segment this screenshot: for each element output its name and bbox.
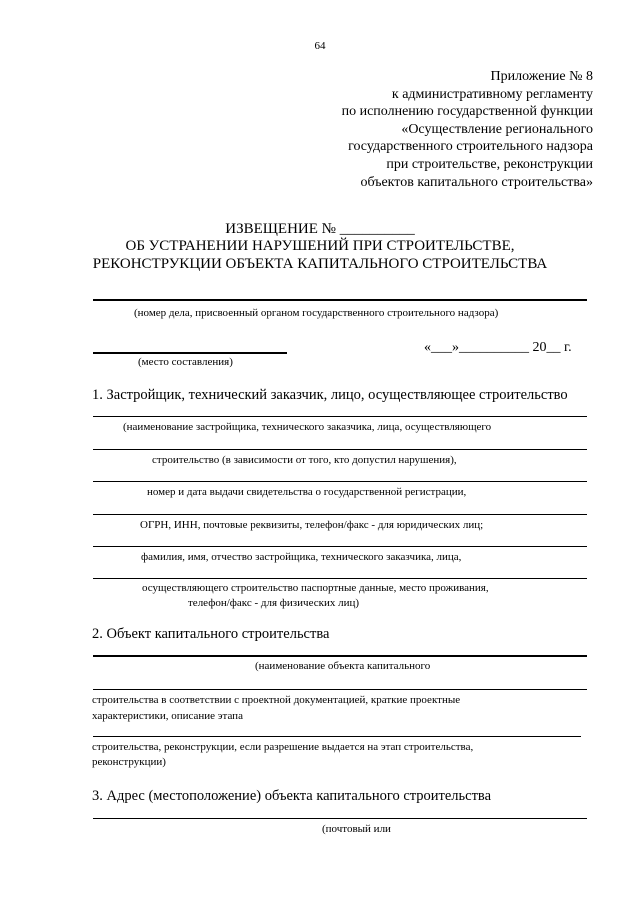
appendix-line: при строительстве, реконструкции — [386, 156, 593, 172]
document-subtitle: РЕКОНСТРУКЦИИ ОБЪЕКТА КАПИТАЛЬНОГО СТРОИТЕЛЬСТВА — [92, 256, 548, 272]
document-subtitle: ОБ УСТРАНЕНИИ НАРУШЕНИЙ ПРИ СТРОИТЕЛЬСТВЕ, — [125, 238, 515, 254]
place-caption: (место составления) — [138, 356, 233, 368]
fill-line — [93, 655, 587, 657]
appendix-line: по исполнению государственной функции — [341, 104, 593, 120]
section-2-text: характеристики, описание этапа — [92, 710, 243, 722]
section-1-caption: фамилия, имя, отчество застройщика, технического заказчика, лица, — [141, 551, 462, 563]
fill-line — [93, 736, 581, 737]
appendix-line: Приложение № 8 — [490, 69, 593, 84]
fill-line — [93, 449, 587, 450]
section-2-caption: (наименование объекта капитального — [255, 660, 431, 672]
fill-line — [93, 689, 587, 690]
section-3-heading: 3. Адрес (местоположение) объекта капитального строительства — [92, 788, 492, 804]
fill-line — [93, 514, 587, 515]
appendix-line: к административному регламенту — [391, 86, 593, 102]
appendix-line: государственного строительного надзора — [348, 139, 593, 155]
place-line — [93, 352, 287, 354]
section-1-heading: 1. Застройщик, технический заказчик, лицо, осуществляющее строительство — [92, 387, 568, 403]
appendix-line: «Осуществление регионального — [401, 121, 593, 137]
fill-line — [93, 546, 587, 547]
section-1-caption: (наименование застройщика, технического заказчика, лица, осуществляющего — [123, 421, 492, 433]
section-1-caption: осуществляющего строительство паспортные данные, место проживания, — [142, 582, 489, 594]
section-1-caption: телефон/факс - для физических лиц) — [188, 597, 360, 609]
appendix-line: объектов капитального строительства» — [360, 174, 593, 190]
section-1-caption: ОГРН, ИНН, почтовые реквизиты, телефон/факс - для юридических лиц; — [140, 519, 484, 531]
fill-line — [93, 818, 587, 819]
section-1-caption: номер и дата выдачи свидетельства о государственной регистрации, — [147, 486, 467, 498]
fill-line — [93, 416, 587, 417]
case-number-line — [93, 299, 587, 301]
document-title: ИЗВЕЩЕНИЕ № __________ — [225, 221, 415, 237]
section-2-heading: 2. Объект капитального строительства — [92, 626, 330, 642]
date-field: «___»__________ 20__ г. — [424, 340, 572, 355]
page-number: 64 — [314, 40, 326, 52]
section-2-text: строительства в соответствии с проектной документацией, краткие проектные — [92, 694, 461, 706]
appendix-block — [233, 68, 593, 191]
section-3-caption: (почтовый или — [322, 823, 391, 835]
case-number-caption: (номер дела, присвоенный органом государственного строительного надзора) — [134, 307, 499, 319]
section-1-caption: строительство (в зависимости от того, кто допустил нарушения), — [152, 454, 457, 466]
fill-line — [93, 481, 587, 482]
section-2-text: реконструкции) — [92, 756, 166, 768]
section-2-text: строительства, реконструкции, если разрешение выдается на этап строительства, — [92, 741, 474, 753]
fill-line — [93, 578, 587, 579]
